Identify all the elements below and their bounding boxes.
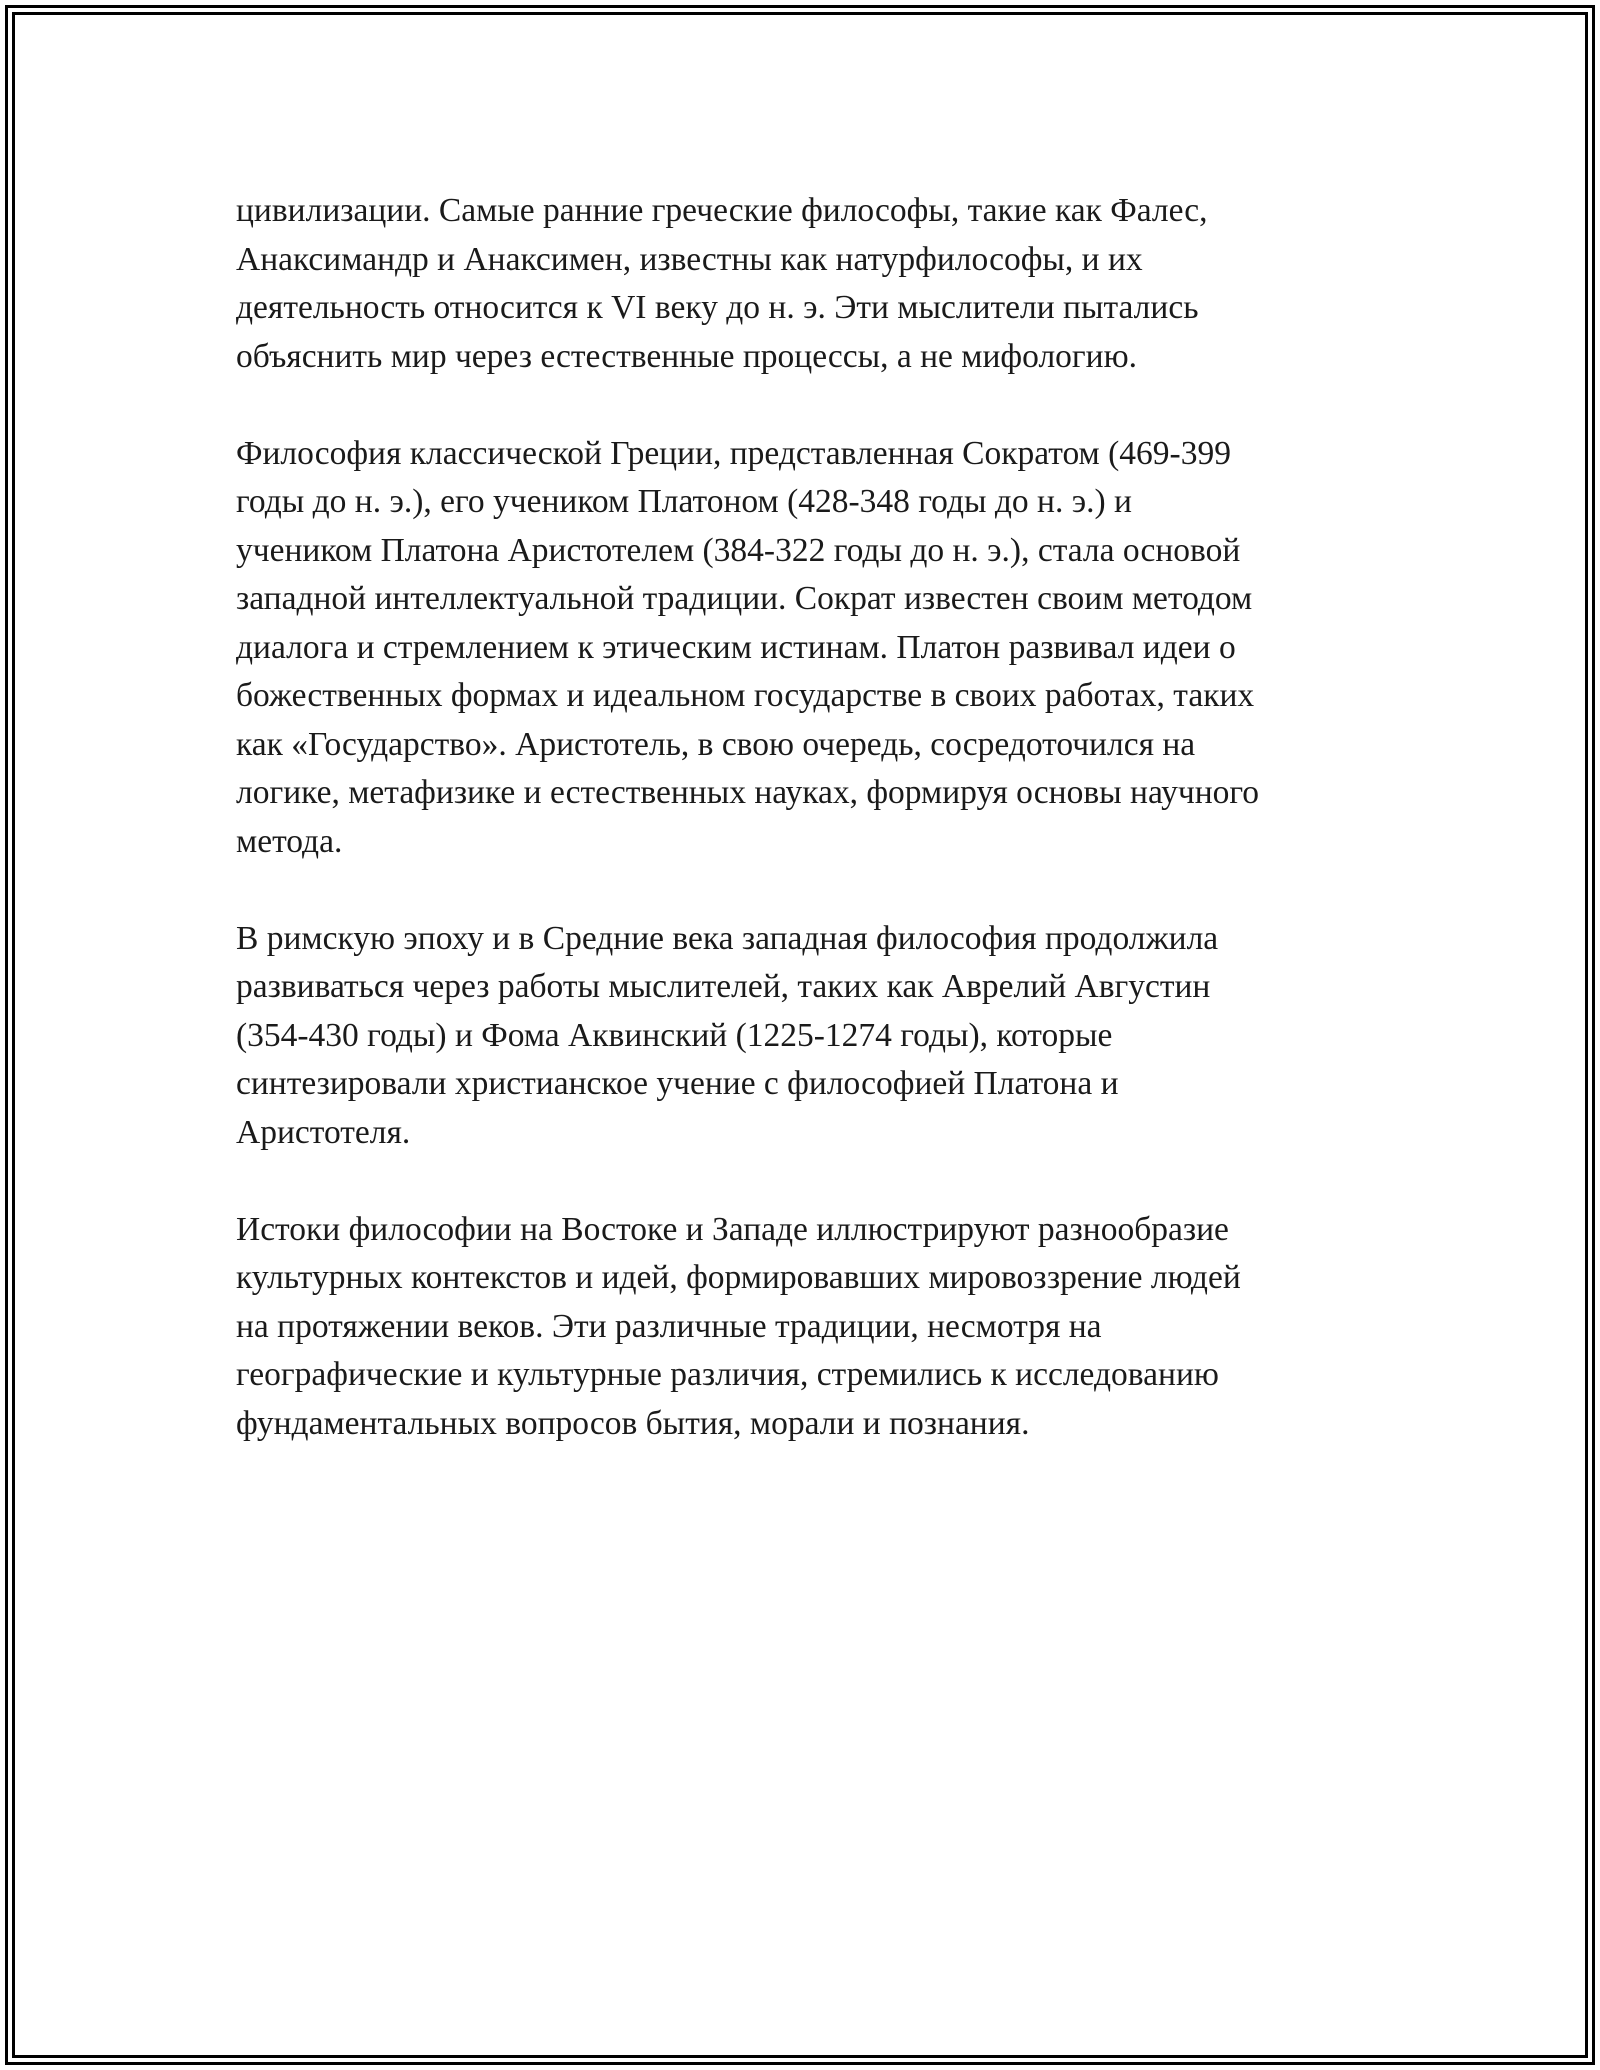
paragraph-classical-greece: Философия классической Греции, представленная Сократом (469-399 годы до н. э.), его учеником Платоном (428-348 годы до н. э.) и учеником Платона Аристотелем (384-322 годы до н. э.), стала основой западной интеллектуальной традиции. Сократ известен своим методом диалога и стремлением к этическим истинам. Платон развивал идеи о божественных формах и идеальном государстве в своих работах, таких как «Государство». Аристотель, в свою очередь, сосредоточился на логике, метафизике и естественных науках, формируя основы научного метода. [236, 434, 1260, 860]
paragraph-roman-medieval: В римскую эпоху и в Средние века западная философия продолжила развиваться через работы мыслителей, таких как Аврелий Августин (354-430 годы) и Фома Аквинский (1225-1274 годы), которые синтезировали христианское учение с философией Платона и Аристотеля. [236, 919, 1219, 1151]
document-body [236, 187, 1396, 1497]
paragraph-east-west-conclusion: Истоки философии на Востоке и Западе иллюстрируют разнообразие культурных контекстов и идей, формировавших мировоззрение людей на протяжении веков. Эти различные традиции, несмотря на географические и культурные различия, стремились к исследованию фундаментальных вопросов бытия, морали и познания. [236, 1210, 1241, 1442]
paragraph-greek-naturalists: цивилизации. Самые ранние греческие философы, такие как Фалес, Анаксимандр и Анаксимен, известны как натурфилософы, и их деятельность относится к VI веку до н. э. Эти мыслители пытались объяснить мир через естественные процессы, а не мифологию. [236, 192, 1208, 375]
